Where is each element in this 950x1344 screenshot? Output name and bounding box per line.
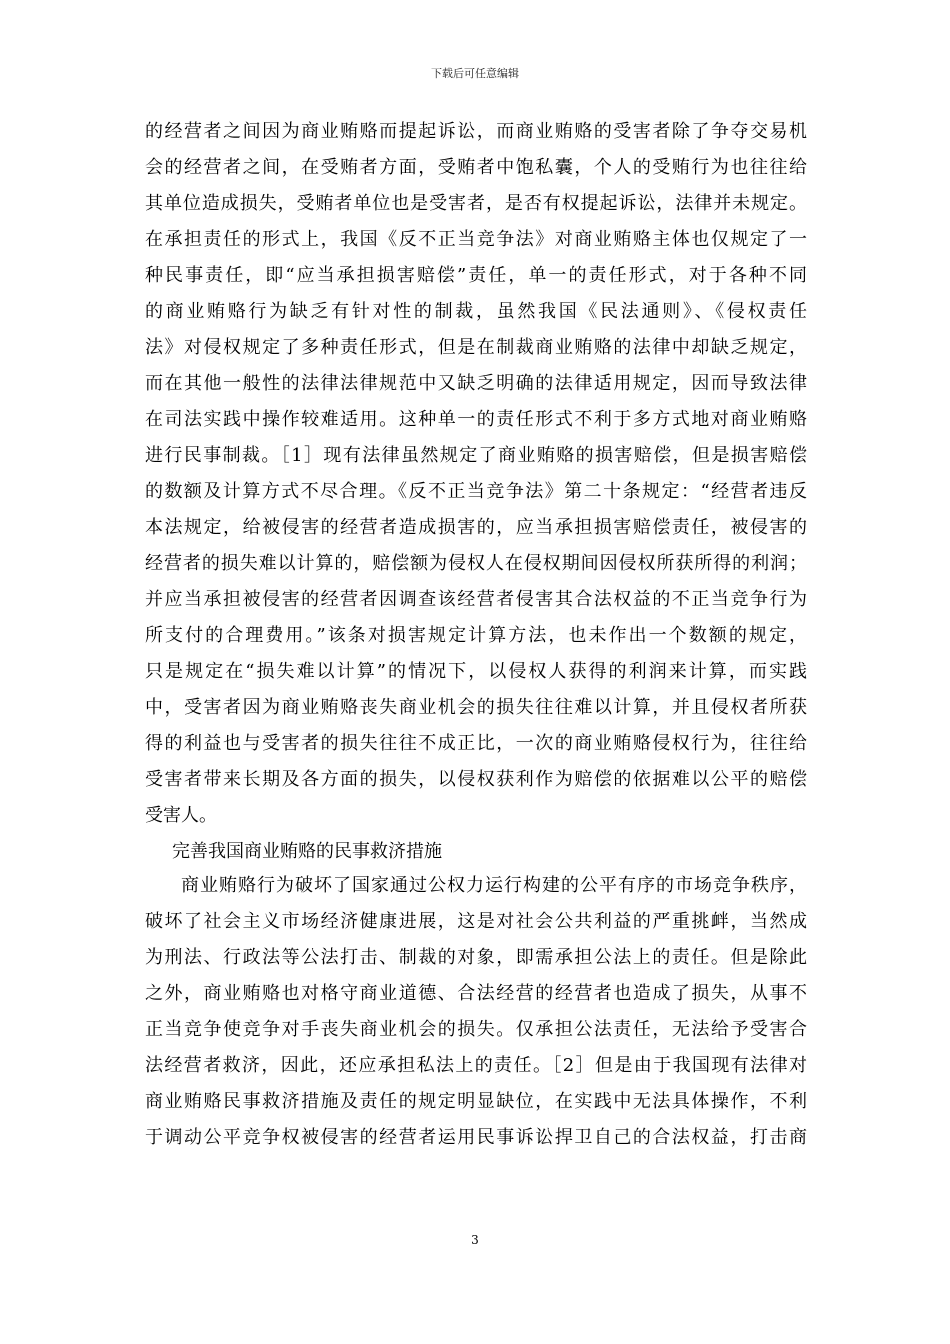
text-line: 种民事责任，即“应当承担损害赔偿”责任，单一的责任形式，对于各种不同 (145, 265, 807, 286)
text-line: 其单位造成损失，受贿者单位也是受害者，是否有权提起诉讼，法律并未规定。 (145, 193, 807, 214)
text-line: 在承担责任的形式上，我国《反不正当竞争法》对商业贿赂主体也仅规定了一 (145, 229, 807, 250)
text-line: 于调动公平竞争权被侵害的经营者运用民事诉讼捍卫自己的合法权益，打击商 (145, 1127, 807, 1148)
text-line: 所支付的合理费用。”该条对损害规定计算方法，也未作出一个数额的规定， (145, 625, 807, 646)
text-line: 只是规定在“损失难以计算”的情况下，以侵权人获得的利润来计算，而实践 (145, 661, 807, 682)
text-line: 会的经营者之间，在受贿者方面，受贿者中饱私囊，个人的受贿行为也往往给 (145, 157, 807, 178)
text-line: 受害人。 (145, 805, 217, 826)
section-heading: 完善我国商业贿赂的民事救济措施 (172, 841, 442, 862)
paragraph-2 (145, 868, 807, 1156)
text-line: 法》对侵权规定了多种责任形式，但是在制裁商业贿赂的法律中却缺乏规定， (145, 337, 807, 358)
text-line: 之外，商业贿赂也对格守商业道德、合法经营的经营者也造成了损失，从事不 (145, 983, 807, 1004)
text-line: 正当竞争使竞争对手丧失商业机会的损失。仅承担公法责任，无法给予受害合 (145, 1019, 807, 1040)
paragraph-1 (145, 114, 807, 834)
text-line: 的经营者之间因为商业贿赂而提起诉讼，而商业贿赂的受害者除了争夺交易机 (145, 121, 807, 142)
text-line: 进行民事制裁。［1］现有法律虽然规定了商业贿赂的损害赔偿，但是损害赔偿 (145, 445, 807, 466)
text-line: 在司法实践中操作较难适用。这种单一的责任形式不利于多方式地对商业贿赂 (145, 409, 807, 430)
text-line: 经营者的损失难以计算的，赔偿额为侵权人在侵权期间因侵权所获所得的利润； (145, 553, 807, 574)
text-line: 的商业贿赂行为缺乏有针对性的制裁，虽然我国《民法通则》、《侵权责任 (145, 301, 807, 322)
page-number: 3 (471, 1233, 479, 1247)
text-line: 中，受害者因为商业贿赂丧失商业机会的损失往往难以计算，并且侵权者所获 (145, 697, 807, 718)
page-header: 下载后可任意编辑 (431, 67, 519, 80)
text-line: 商业贿赂民事救济措施及责任的规定明显缺位，在实践中无法具体操作，不利 (145, 1091, 807, 1112)
text-line: 本法规定，给被侵害的经营者造成损害的，应当承担损害赔偿责任，被侵害的 (145, 517, 807, 538)
text-line: 商业贿赂行为破坏了国家通过公权力运行构建的公平有序的市场竞争秩序， (181, 875, 807, 896)
document-body (145, 114, 807, 1156)
text-line: 而在其他一般性的法律法律规范中又缺乏明确的法律适用规定，因而导致法律 (145, 373, 807, 394)
text-line: 为刑法、行政法等公法打击、制裁的对象，即需承担公法上的责任。但是除此 (145, 947, 807, 968)
text-line: 并应当承担被侵害的经营者因调查该经营者侵害其合法权益的不正当竞争行为 (145, 589, 807, 610)
text-line: 法经营者救济，因此，还应承担私法上的责任。［2］但是由于我国现有法律对 (145, 1055, 807, 1076)
text-line: 破坏了社会主义市场经济健康进展，这是对社会公共利益的严重挑衅，当然成 (145, 911, 807, 932)
text-line: 受害者带来长期及各方面的损失，以侵权获利作为赔偿的依据难以公平的赔偿 (145, 769, 807, 790)
text-line: 得的利益也与受害者的损失往往不成正比，一次的商业贿赂侵权行为，往往给 (145, 733, 807, 754)
text-line: 的数额及计算方式不尽合理。《反不正当竞争法》第二十条规定：“经营者违反 (145, 481, 807, 502)
